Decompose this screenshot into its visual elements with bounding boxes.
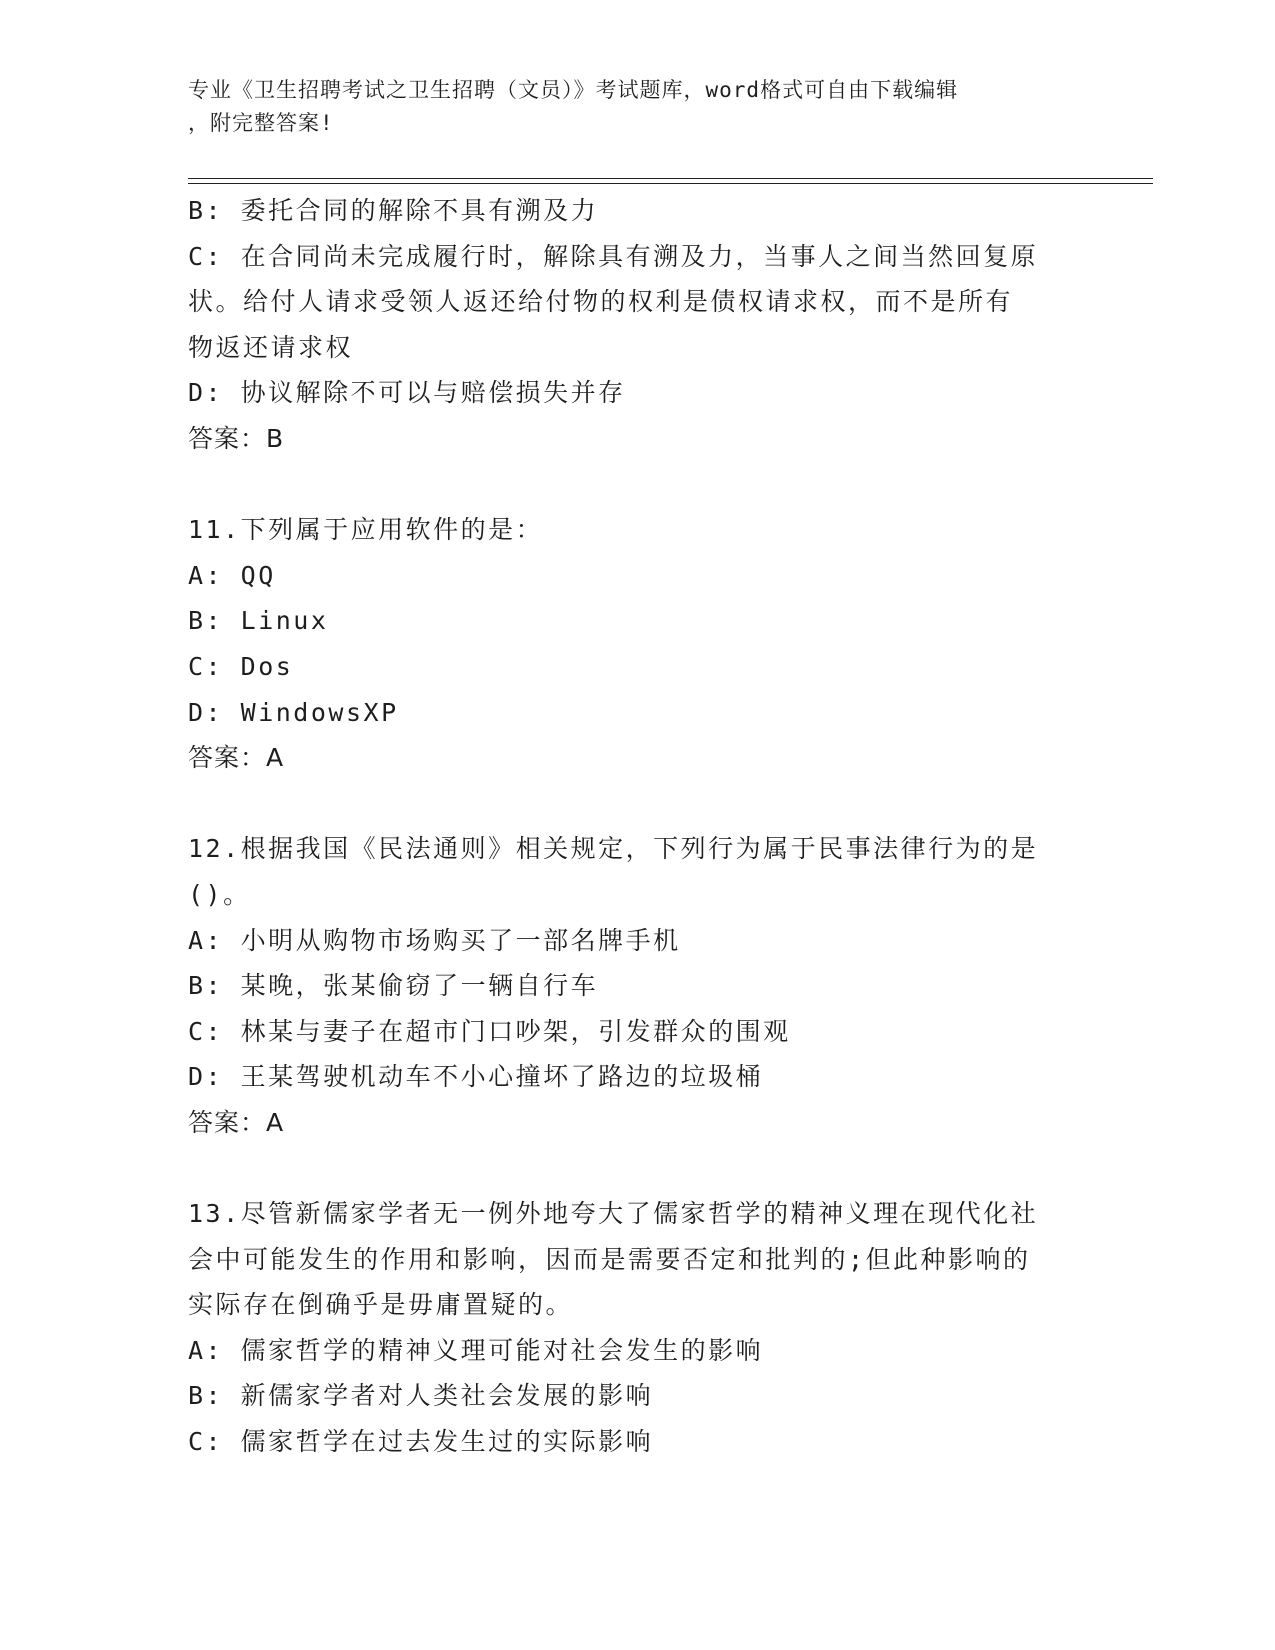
header-line-2: ，附完整答案! — [188, 111, 334, 135]
spacer — [188, 781, 1068, 827]
question-block-13 — [188, 1191, 1068, 1465]
option-b: B: 委托合同的解除不具有溯及力 — [188, 196, 599, 225]
option-d: D: 王某驾驶机动车不小心撞坏了路边的垃圾桶 — [188, 1062, 764, 1092]
header-divider-bottom — [188, 183, 1153, 184]
option-c-continued: 状。给付人请求受领人返还给付物的权利是债权请求权，而不是所有 — [188, 287, 1014, 317]
spacer — [188, 1145, 1068, 1191]
question-block-10 — [188, 188, 1068, 462]
header-divider-top — [188, 178, 1153, 179]
question-block-12 — [188, 826, 1068, 1145]
option-c: C: 林某与妻子在超市门口吵架，引发群众的围观 — [188, 1016, 791, 1046]
question-stem: 12.根据我国《民法通则》相关规定，下列行为属于民事法律行为的是 — [188, 834, 1039, 864]
question-stem-continued: 实际存在倒确乎是毋庸置疑的。 — [188, 1290, 574, 1320]
answer-label: 答案：A — [188, 1107, 285, 1137]
option-a: A: 儒家哲学的精神义理可能对社会发生的影响 — [188, 1335, 764, 1365]
question-stem: 13.尽管新儒家学者无一例外地夸大了儒家哲学的精神义理在现代化社 — [188, 1199, 1039, 1229]
question-stem-continued: 会中可能发生的作用和影响，因而是需要否定和批判的;但此种影响的 — [188, 1244, 1031, 1274]
option-c: C: 在合同尚未完成履行时，解除具有溯及力，当事人之间当然回复原 — [188, 241, 1039, 271]
option-a: A: 小明从购物市场购买了一部名牌手机 — [188, 925, 681, 955]
option-b: B: 新儒家学者对人类社会发展的影响 — [188, 1381, 654, 1411]
option-d: D: 协议解除不可以与赔偿损失并存 — [188, 378, 626, 408]
option-c: C: Dos — [188, 651, 294, 681]
question-stem-continued: ()。 — [188, 879, 251, 909]
option-c-continued: 物返还请求权 — [188, 332, 354, 362]
header-line-1: 专业《卫生招聘考试之卫生招聘（文员）》考试题库，word格式可自由下载编辑 — [188, 78, 959, 102]
answer-label: 答案：A — [188, 743, 285, 773]
answer-label: 答案：B — [188, 423, 285, 453]
option-d: D: WindowsXP — [188, 697, 399, 727]
document-header — [188, 74, 1068, 140]
option-c: C: 儒家哲学在过去发生过的实际影响 — [188, 1427, 654, 1457]
option-a: A: QQ — [188, 560, 276, 590]
option-b: B: 某晚，张某偷窃了一辆自行车 — [188, 971, 599, 1001]
option-b: B: Linux — [188, 606, 329, 636]
question-list — [188, 188, 1068, 1465]
spacer — [188, 462, 1068, 508]
question-stem: 11.下列属于应用软件的是： — [188, 515, 544, 545]
question-block-11 — [188, 507, 1068, 781]
